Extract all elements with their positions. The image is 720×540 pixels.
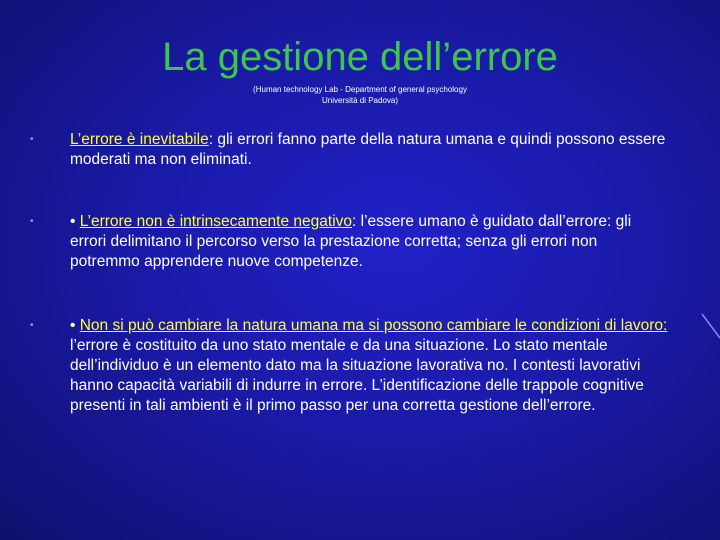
subtitle-line-1: (Human technology Lab - Department of general psychology (253, 85, 467, 94)
bullet-rest: l’errore è costituito da uno stato mentale e da una situazione. Lo stato mentale dell’individuo è un elemento dato ma la situazione lavorativa no. I contesti lavorativi hanno capacità variabili di indurre in errore. L’identificazione delle trappole cognitive presenti in tali ambienti è il primo passo per una corretta gestione dell’errore. (70, 337, 644, 414)
bullet-rest: : l’essere umano è guidato dall’errore: gli errori delimitano il percorso verso la prestazione corretta; senza gli errori non potremmo apprendere nuove competenze. (70, 213, 632, 270)
subtitle-line-2: Università di Padova) (321, 96, 399, 105)
bullet-dot: • (30, 134, 34, 145)
slide-title: La gestione dell’errore (162, 35, 558, 79)
bullet-text (70, 130, 670, 170)
decorative-line (700, 312, 720, 342)
bullet-rest: : gli errori fanno parte della natura umana e quindi possono essere moderati ma non eliminati. (70, 131, 666, 168)
bullet-dot: • (30, 216, 34, 227)
inner-marker: • (70, 317, 80, 334)
bullet-dot: • (30, 320, 34, 331)
slide-subtitle (0, 84, 720, 106)
bullet-highlight: L’errore è inevitabile (70, 131, 209, 148)
bullet-highlight: Non si può cambiare la natura umana ma si possono cambiare le condizioni di lavoro: (79, 317, 668, 334)
bullet-text (70, 212, 670, 272)
bullet-text (70, 316, 670, 416)
bullet-highlight: L’errore non è intrinsecamente negativo (79, 213, 353, 230)
inner-marker: • (70, 213, 80, 230)
